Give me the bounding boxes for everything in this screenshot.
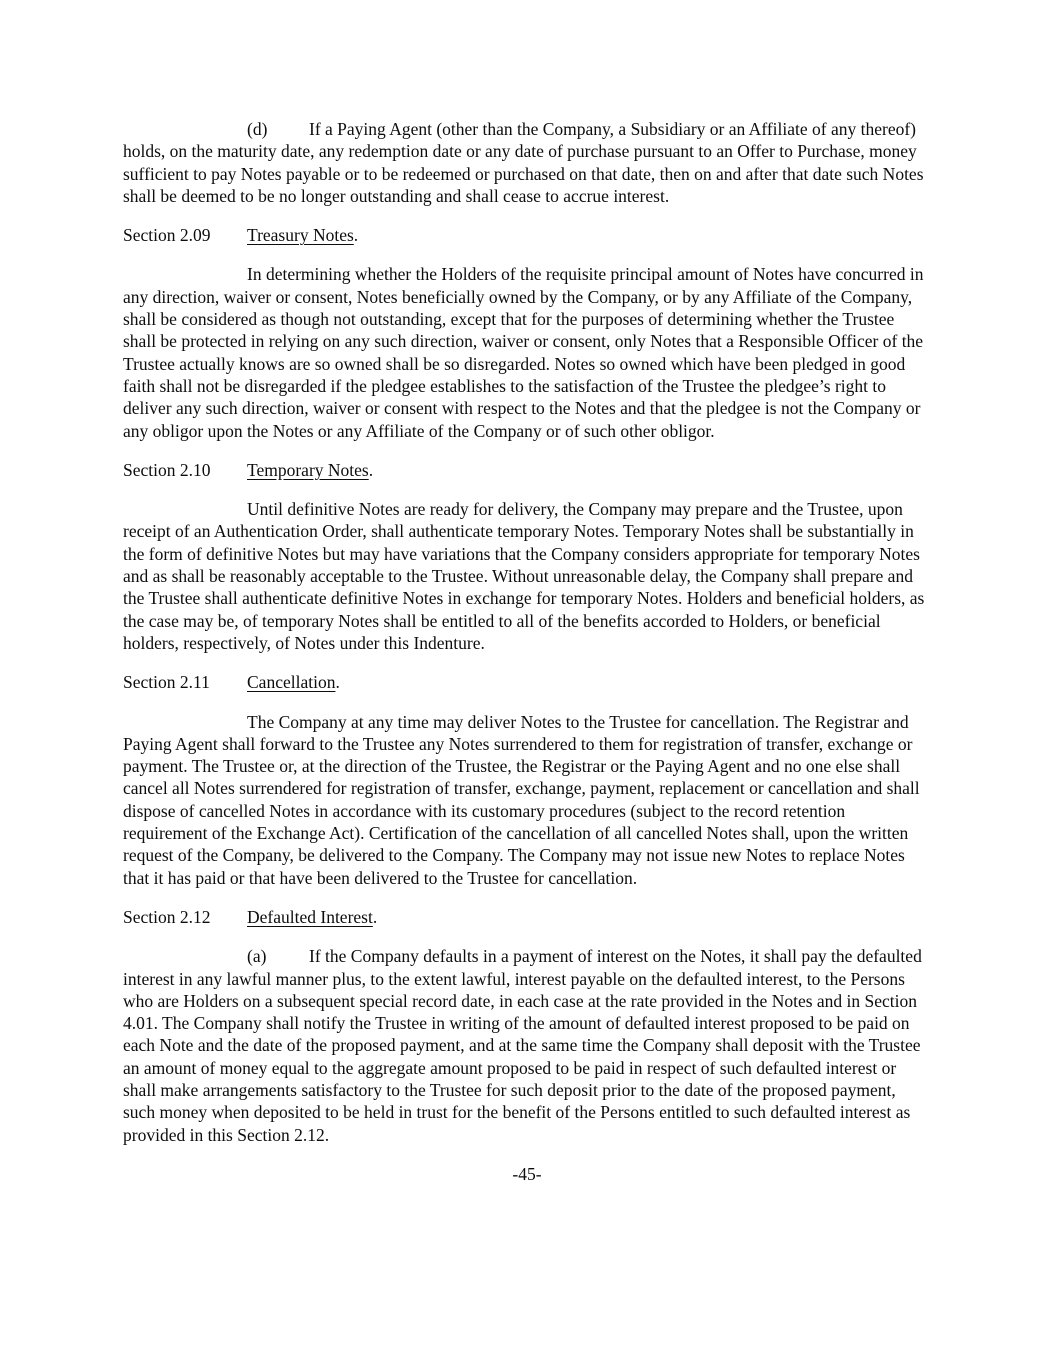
section-2-10-title: Temporary Notes <box>247 459 369 480</box>
section-2-10-number: Section 2.10 <box>123 459 211 480</box>
section-2-12-title-period: . <box>372 906 378 927</box>
section-2-09-body: In determining whether the Holders of the requisite principal amount of Notes have concurred in any direction, waiver or consent, Notes beneficially owned by the Company, or by any Affiliate of the Company, shall be considered as though not outstanding, except that for the purposes of determining whether the Trustee shall be protected in relying on any such direction, waiver or consent, only Notes that a Responsible Officer of the Trustee actually knows are so owned shall be so disregarded. Notes so owned which have been pledged in good faith shall not be disregarded if the pledgee establishes to the satisfaction of the Trustee the pledgee’s right to deliver any such direction, waiver or consent with respect to the Notes and that the pledgee is not the Company or any obligor upon the Notes or any Affiliate of the Company or of such other obligor. <box>123 264 924 441</box>
section-2-12-body-a <box>123 945 931 1146</box>
section-2-09-title-period: . <box>353 225 359 246</box>
paragraph-d <box>123 118 931 207</box>
section-2-11-heading <box>123 671 931 693</box>
page-number: -45- <box>512 1163 542 1184</box>
paragraph-d-text: If a Paying Agent (other than the Company, a Subsidiary or an Affiliate of any thereof) holds, on the maturity date, any redemption date or any date of purchase pursuant to an Offer to Purchase, money sufficient to pay Notes payable or to be redeemed or purchased on that date, then on and after that date such Notes shall be deemed to be no longer outstanding and shall cease to accrue interest. <box>123 119 924 206</box>
section-2-10-title-period: . <box>368 459 374 480</box>
section-2-12-title: Defaulted Interest <box>247 906 373 927</box>
section-2-11-title: Cancellation <box>247 672 336 693</box>
section-2-12-paragraph-label: (a) <box>247 946 267 967</box>
section-2-09-number: Section 2.09 <box>123 225 211 246</box>
section-2-12-body-text: If the Company defaults in a payment of interest on the Notes, it shall pay the defaulted interest in any lawful manner plus, to the extent lawful, interest payable on the defaulted interest, to the Persons who are Holders on a subsequent special record date, in each case at the rate provided in the Notes and in Section 4.01. The Company shall notify the Trustee in writing of the amount of defaulted interest proposed to be paid on each Note and the date of the proposed payment, and at the same time the Company shall deposit with the Trustee an amount of money equal to the aggregate amount proposed to be paid in respect of such defaulted interest or shall make arrangements satisfactory to the Trustee for such deposit prior to the date of the proposed payment, such money when deposited to be held in trust for the benefit of the Persons entitled to such defaulted interest as provided in this Section 2.12. <box>123 946 922 1145</box>
section-2-09-heading <box>123 224 931 246</box>
paragraph-d-label: (d) <box>247 119 268 139</box>
section-2-11-number: Section 2.11 <box>123 672 210 693</box>
section-2-09-title: Treasury Notes <box>247 225 354 246</box>
section-2-11-body: The Company at any time may deliver Notes to the Trustee for cancellation. The Registrar and Paying Agent shall forward to the Trustee any Notes surrendered to them for registration of transfer, exchange or payment. The Trustee or, at the direction of the Trustee, the Registrar or the Paying Agent and no one else shall cancel all Notes surrendered for registration of transfer, exchange, payment, replacement or cancellation and shall dispose of cancelled Notes in accordance with its customary procedures (subject to the record retention requirement of the Exchange Act). Certification of the cancellation of all cancelled Notes shall, upon the written request of the Company, be delivered to the Company. The Company may not issue new Notes to replace Notes that it has paid or that have been delivered to the Trustee for cancellation. <box>123 711 920 888</box>
section-2-11-title-period: . <box>335 672 340 693</box>
section-2-12-number: Section 2.12 <box>123 906 211 927</box>
section-2-10-body: Until definitive Notes are ready for delivery, the Company may prepare and the Trustee, upon receipt of an Authentication Order, shall authenticate temporary Notes. Temporary Notes shall be substantially in the form of definitive Notes but may have variations that the Company considers appropriate for temporary Notes and as shall be reasonably acceptable to the Trustee. Without unreasonable delay, the Company shall prepare and the Trustee shall authenticate definitive Notes in exchange for temporary Notes. Holders and beneficial holders, as the case may be, of temporary Notes shall be entitled to all of the benefits accorded to Holders, or beneficial holders, respectively, of Notes under this Indenture. <box>123 499 925 653</box>
section-2-10-heading <box>123 459 931 481</box>
section-2-12-heading <box>123 906 931 928</box>
